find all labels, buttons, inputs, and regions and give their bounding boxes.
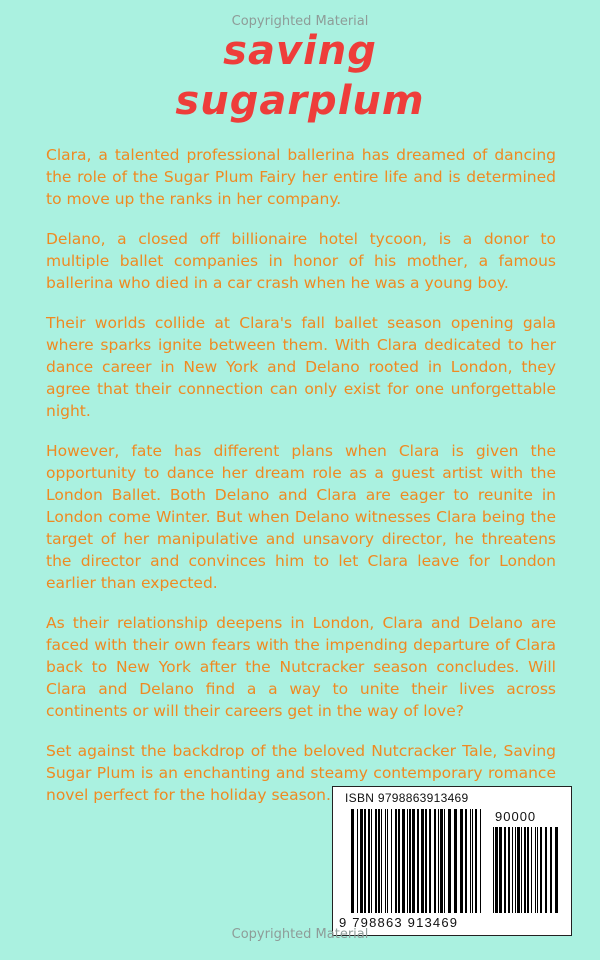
barcode-bar	[395, 809, 397, 913]
barcode-bar	[412, 809, 415, 913]
barcode-bar	[504, 827, 506, 913]
barcode-bar	[550, 827, 552, 913]
blurb-paragraph: However, fate has different plans when Clara is given the opportunity to dance her dream role as a guest artist with the London Ballet. Both Delano and Clara are eager to reunite in London come Winter. But when Delano witnesses Clara being the target of her manipulative and unsavory director, he threatens the director and convinces him to let Clara leave for London earlier than expected.	[46, 442, 556, 592]
barcode-bar	[527, 827, 529, 913]
barcode-bar	[402, 809, 405, 913]
barcode-bar	[357, 809, 358, 913]
barcode-bar	[378, 809, 380, 913]
barcode-bar	[364, 809, 366, 913]
barcode-bar	[472, 809, 473, 913]
barcode-bar	[381, 809, 382, 913]
barcode-bar	[531, 827, 532, 913]
barcode-bar	[444, 809, 445, 913]
barcode-bar	[409, 809, 411, 913]
barcode-bar	[398, 809, 400, 913]
barcode-bar	[517, 827, 520, 913]
isbn-barcode	[332, 786, 572, 936]
blurb-paragraph: As their relationship deepens in London, Clara and Delano are faced with their own fears with the impending departure of Clara back to New York after the Nutcracker season concludes. Will Clara and Delano find a a way to unite their lives across continents or will their careers get in the way of love?	[46, 614, 556, 720]
barcode-bar	[495, 827, 498, 913]
blurb-paragraph: Their worlds collide at Clara's fall ballet season opening gala where sparks ignite between them. With Clara dedicated to her dance career in New York and Delano rooted in London, they agree that their connection can only exist for one unforgettable night.	[46, 314, 556, 420]
book-title-line-1: saving	[223, 28, 377, 74]
barcode-bar	[493, 827, 494, 913]
barcode-bar	[434, 809, 436, 913]
barcode-bar	[440, 809, 443, 913]
isbn-label: ISBN 9798863913469	[345, 791, 469, 805]
barcode-bar	[460, 809, 463, 913]
barcode-bar	[515, 827, 516, 913]
barcode-bar	[368, 809, 370, 913]
copyright-watermark-top: Copyrighted Material	[231, 14, 369, 29]
barcode-bar	[555, 827, 558, 913]
barcode-bar	[375, 809, 377, 913]
barcode-bar	[429, 809, 431, 913]
barcode-bar	[421, 809, 424, 913]
barcode-bar	[499, 827, 502, 913]
barcode-bar	[391, 809, 392, 913]
barcode-bar	[545, 827, 547, 913]
barcode-bar	[448, 809, 451, 913]
blurb-paragraph: Set against the backdrop of the beloved Nutcracker Tale, Saving Sugar Plum is an enchanting and steamy contemporary romance novel perfect for the holiday season.	[46, 742, 556, 804]
barcode-bar	[417, 809, 419, 913]
barcode-bar	[351, 809, 354, 913]
barcode-bar	[407, 809, 408, 913]
blurb-paragraph: Delano, a closed off billionaire hotel tycoon, is a donor to multiple ballet companies in honor of his mother, a famous ballerina who died in a car crash when he was a young boy.	[46, 230, 556, 292]
blurb-paragraph: Clara, a talented professional ballerina has dreamed of dancing the role of the Sugar Plum Fairy her entire life and is determined to move up the ranks in her company.	[46, 146, 556, 208]
book-blurb	[46, 144, 556, 824]
barcode-bar	[470, 809, 471, 913]
barcode-bar	[535, 827, 536, 913]
barcode-digits: 9 798863 913469	[339, 915, 459, 930]
price-code: 90000	[495, 809, 537, 824]
barcode-bar	[521, 827, 522, 913]
barcode-bar	[425, 809, 427, 913]
barcode-bar	[385, 809, 386, 913]
barcode-bar	[465, 809, 467, 913]
book-title-line-2: sugarplum	[175, 78, 425, 124]
barcode-bar	[438, 809, 439, 913]
barcode-bar	[524, 827, 526, 913]
barcode-bar	[480, 809, 481, 913]
barcode-bar	[508, 827, 510, 913]
barcode-bar	[537, 827, 538, 913]
barcode-bar	[360, 809, 363, 913]
barcode-bar	[512, 827, 513, 913]
copyright-watermark-bottom: Copyrighted Material	[231, 927, 369, 942]
barcode-bar	[454, 809, 457, 913]
barcode-bar	[540, 827, 542, 913]
barcode-bar	[475, 809, 477, 913]
barcode-bar	[387, 809, 388, 913]
barcode-bar	[371, 809, 372, 913]
